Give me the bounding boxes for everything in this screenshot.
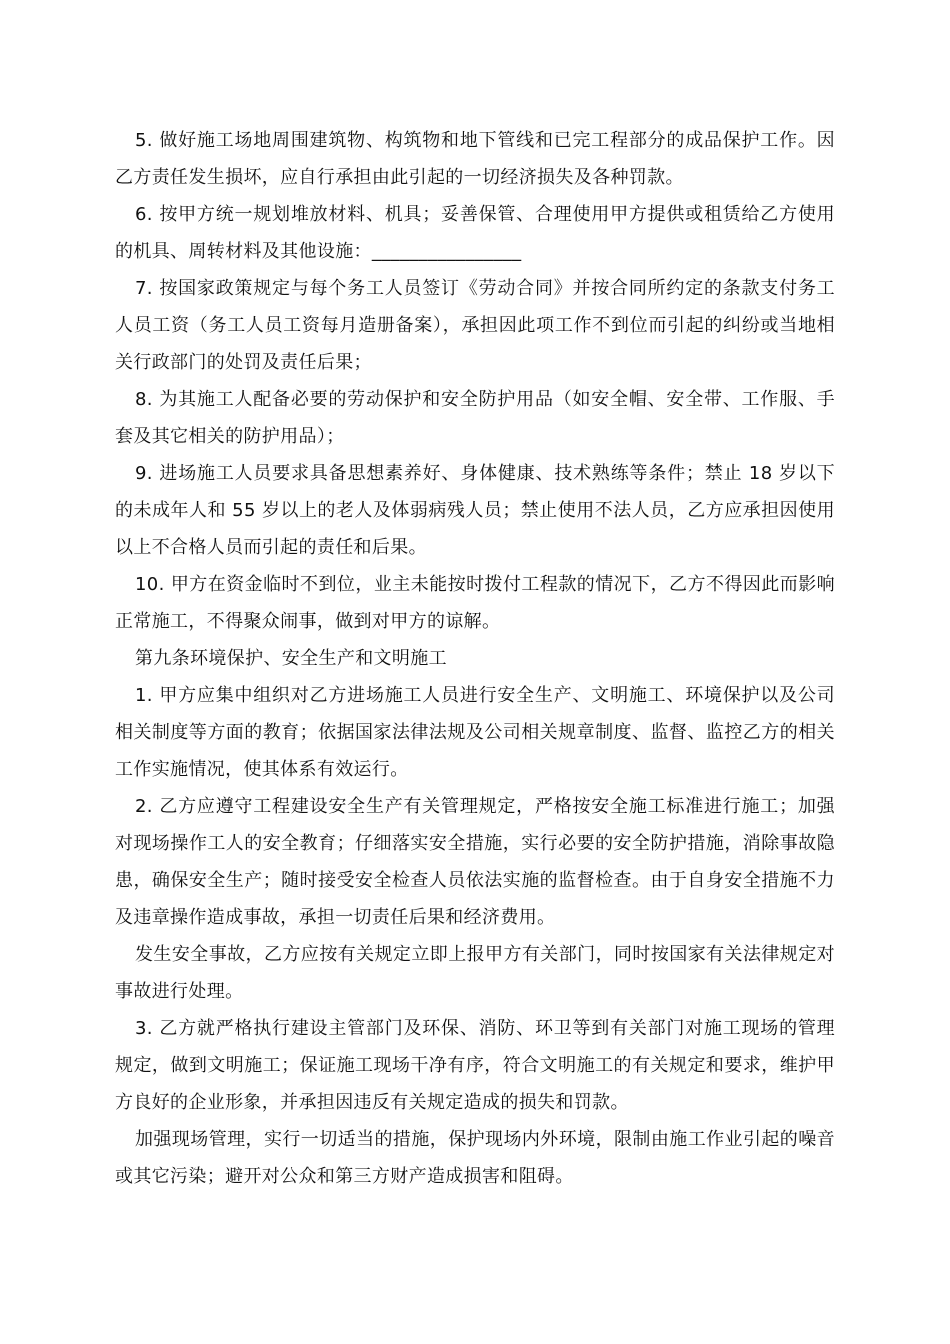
paragraph-item-10: 10. 甲方在资金临时不到位，业主未能按时拨付工程款的情况下，乙方不得因此而影响正常施工，不得聚众闹事，做到对甲方的谅解。: [115, 574, 835, 632]
paragraph-item-7: 7. 按国家政策规定与每个务工人员签订《劳动合同》并按合同所约定的条款支付务工人员工资（务工人员工资每月造册备案），承担因此项工作不到位而引起的纠纷或当地相关行政部门的处罚及责任后果；: [115, 278, 835, 373]
paragraph-item-6: 6. 按甲方统一规划堆放材料、机具；妥善保管、合理使用甲方提供或租赁给乙方使用的机具、周转材料及其他设施：________________: [115, 204, 835, 262]
paragraph-site-management: 加强现场管理，实行一切适当的措施，保护现场内外环境，限制由施工作业引起的噪音或其它污染；避开对公众和第三方财产造成损害和阻碍。: [115, 1129, 835, 1187]
document-body: [115, 122, 835, 1195]
paragraph-section9-item-2: 2. 乙方应遵守工程建设安全生产有关管理规定，严格按安全施工标准进行施工；加强对现场操作工人的安全教育；仔细落实安全措施，实行必要的安全防护措施，消除事故隐患，确保安全生产；随时接受安全检查人员依法实施的监督检查。由于自身安全措施不力及违章操作造成事故，承担一切责任后果和经济费用。: [115, 796, 835, 928]
paragraph-section9-item-3: 3. 乙方就严格执行建设主管部门及环保、消防、环卫等到有关部门对施工现场的管理规定，做到文明施工；保证施工现场干净有序，符合文明施工的有关规定和要求，维护甲方良好的企业形象，并承担因违反有关规定造成的损失和罚款。: [115, 1018, 835, 1113]
paragraph-item-5: 5. 做好施工场地周围建筑物、构筑物和地下管线和已完工程部分的成品保护工作。因乙方责任发生损坏，应自行承担由此引起的一切经济损失及各种罚款。: [115, 130, 835, 188]
paragraph-section9-item-1: 1. 甲方应集中组织对乙方进场施工人员进行安全生产、文明施工、环境保护以及公司相关制度等方面的教育；依据国家法律法规及公司相关规章制度、监督、监控乙方的相关工作实施情况，使其体系有效运行。: [115, 685, 835, 780]
section-heading: 第九条环境保护、安全生产和文明施工: [135, 648, 447, 669]
paragraph-item-9: 9. 进场施工人员要求具备思想素养好、身体健康、技术熟练等条件；禁止 18 岁以下的未成年人和 55 岁以上的老人及体弱病残人员；禁止使用不法人员，乙方应承担因使用以上不合格人员而引起的责任和后果。: [115, 463, 835, 558]
paragraph-safety-accident: 发生安全事故，乙方应按有关规定立即上报甲方有关部门，同时按国家有关法律规定对事故进行处理。: [115, 944, 835, 1002]
paragraph-item-8: 8. 为其施工人配备必要的劳动保护和安全防护用品（如安全帽、安全带、工作服、手套及其它相关的防护用品）；: [115, 389, 835, 447]
